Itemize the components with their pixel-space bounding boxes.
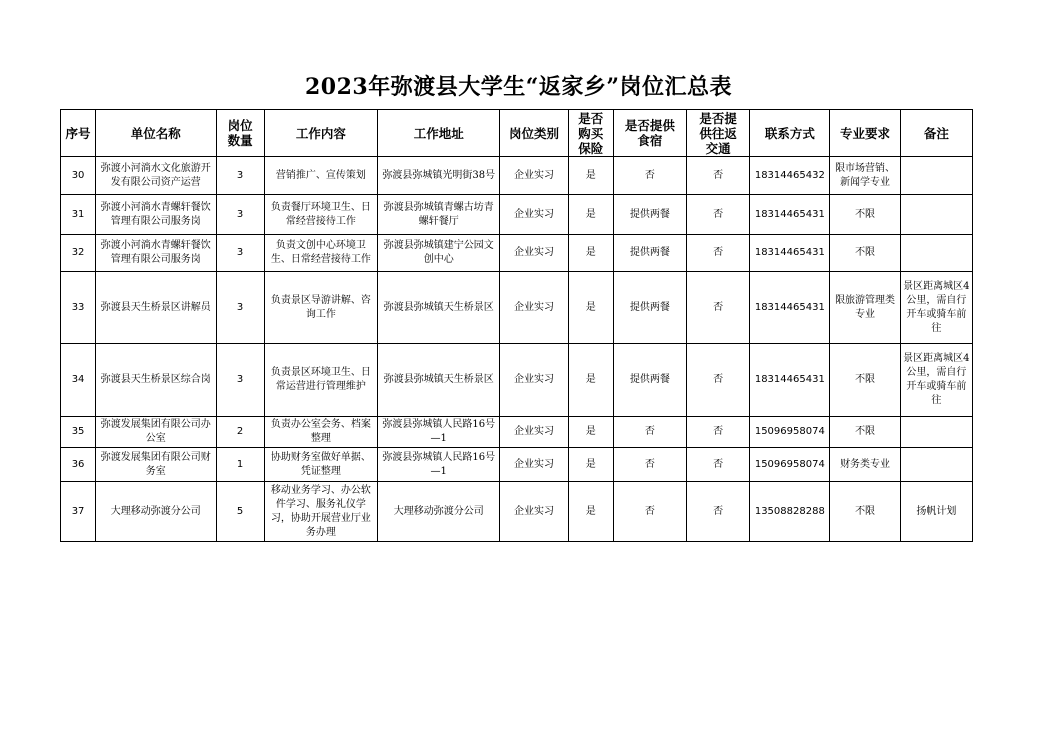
cell-type [500, 482, 568, 542]
cell-unit [96, 195, 216, 235]
cell-text-transport: 否 [713, 208, 724, 220]
cell-text-content: 移动业务学习、办公软件学习、服务礼仪学习，协助开展营业厅业务办理 [270, 484, 371, 538]
cell-phone [750, 344, 830, 417]
table-row [61, 417, 973, 448]
cell-text-address: 弥渡县弥城镇天生桥景区 [383, 301, 494, 313]
cell-type [500, 195, 568, 235]
cell-text-address: 弥渡县弥城镇人民路16号—1 [382, 419, 496, 444]
cell-text-address: 弥渡县弥城镇建宁公园文创中心 [383, 240, 494, 265]
cell-note [900, 272, 972, 344]
cell-phone [750, 195, 830, 235]
cell-count [216, 482, 264, 542]
cell-transport [687, 195, 750, 235]
cell-text-content: 负责文创中心环境卫生、日常经营接待工作 [270, 240, 371, 265]
cell-text-type: 企业实习 [514, 301, 555, 313]
cell-text-content: 协助财务室做好单据、凭证整理 [270, 451, 371, 477]
cell-text-count: 3 [236, 301, 244, 313]
page-title: 2023年弥渡县大学生“返家乡”岗位汇总表 [304, 74, 733, 100]
cell-text-count: 5 [236, 505, 244, 517]
cell-text-type: 企业实习 [514, 169, 555, 181]
header-note: 备注 [900, 110, 972, 157]
header-address: 工作地址 [378, 110, 500, 157]
cell-board [613, 482, 686, 542]
cell-no [61, 344, 96, 417]
cell-major [830, 417, 900, 448]
cell-type [500, 235, 568, 272]
table-row [61, 344, 973, 417]
cell-count [216, 195, 264, 235]
cell-no [61, 272, 96, 344]
cell-text-unit: 弥渡小河淌水青螺轩餐饮管理有限公司服务岗 [100, 240, 211, 265]
cell-board [613, 448, 686, 482]
header-major: 专业要求 [830, 110, 900, 157]
cell-text-board: 提供两餐 [629, 301, 670, 313]
cell-text-content: 负责办公室会务、档案整理 [270, 419, 371, 444]
cell-text-unit: 弥渡县天生桥景区综合岗 [100, 374, 211, 385]
cell-type [500, 417, 568, 448]
cell-text-address: 弥渡县弥城镇光明街38号 [382, 169, 496, 181]
cell-content [264, 417, 377, 448]
cell-text-insurance: 是 [585, 505, 596, 517]
cell-text-insurance: 是 [585, 458, 596, 470]
header-transport: 是否提 供往返 交通 [687, 110, 750, 157]
cell-no [61, 417, 96, 448]
cell-text-type: 企业实习 [514, 247, 555, 258]
cell-text-major: 限市场营销、新闻学专业 [835, 162, 896, 188]
cell-phone [750, 235, 830, 272]
cell-text-phone: 18314465431 [754, 208, 825, 220]
cell-unit [96, 344, 216, 417]
cell-phone [750, 157, 830, 195]
cell-text-content: 负责景区环境卫生、日常运营进行管理维护 [270, 367, 371, 392]
cell-insurance [568, 272, 613, 344]
cell-text-type: 企业实习 [514, 426, 555, 437]
header-row [61, 110, 973, 157]
cell-insurance [568, 157, 613, 195]
cell-text-transport: 否 [713, 374, 724, 385]
cell-text-no: 37 [71, 505, 85, 517]
cell-content [264, 195, 377, 235]
cell-unit [96, 272, 216, 344]
cell-address [378, 235, 500, 272]
cell-text-unit: 弥渡小河淌水青螺轩餐饮管理有限公司服务岗 [100, 201, 211, 227]
cell-text-transport: 否 [713, 301, 724, 313]
cell-address [378, 448, 500, 482]
table-row [61, 448, 973, 482]
cell-type [500, 448, 568, 482]
cell-insurance [568, 482, 613, 542]
cell-text-count: 3 [236, 169, 244, 181]
cell-insurance [568, 235, 613, 272]
header-insurance: 是否 购买 保险 [568, 110, 613, 157]
cell-text-note: 景区距离城区4公里，需自行开车或骑车前往 [903, 353, 970, 406]
cell-board [613, 417, 686, 448]
table-row [61, 157, 973, 195]
cell-note [900, 482, 972, 542]
cell-text-transport: 否 [713, 426, 724, 437]
cell-text-board: 否 [644, 505, 655, 517]
cell-text-count: 3 [236, 247, 244, 258]
cell-text-count: 2 [236, 426, 244, 437]
cell-unit [96, 157, 216, 195]
cell-note [900, 195, 972, 235]
cell-board [613, 344, 686, 417]
cell-text-address: 弥渡县弥城镇人民路16号—1 [382, 451, 496, 477]
table-row [61, 195, 973, 235]
cell-transport [687, 157, 750, 195]
cell-phone [750, 417, 830, 448]
cell-text-major: 财务类专业 [840, 458, 891, 470]
cell-text-phone: 18314465431 [754, 374, 825, 385]
cell-text-major: 不限 [855, 505, 876, 517]
cell-board [613, 157, 686, 195]
cell-type [500, 272, 568, 344]
cell-text-phone: 18314465431 [754, 247, 825, 258]
cell-no [61, 448, 96, 482]
cell-text-insurance: 是 [585, 247, 596, 258]
cell-text-type: 企业实习 [514, 458, 555, 470]
cell-no [61, 195, 96, 235]
cell-major [830, 157, 900, 195]
cell-content [264, 157, 377, 195]
cell-text-no: 35 [71, 426, 85, 437]
table-row [61, 272, 973, 344]
cell-address [378, 344, 500, 417]
cell-phone [750, 482, 830, 542]
cell-transport [687, 448, 750, 482]
cell-no [61, 157, 96, 195]
cell-text-major: 不限 [855, 208, 876, 220]
cell-text-major: 不限 [855, 247, 876, 258]
cell-text-no: 32 [71, 247, 85, 258]
cell-content [264, 235, 377, 272]
header-unit: 单位名称 [96, 110, 216, 157]
cell-unit [96, 235, 216, 272]
header-board: 是否提供 食宿 [613, 110, 686, 157]
cell-no [61, 235, 96, 272]
cell-insurance [568, 195, 613, 235]
cell-count [216, 448, 264, 482]
cell-text-transport: 否 [713, 505, 724, 517]
cell-text-unit: 弥渡发展集团有限公司财务室 [100, 451, 211, 477]
cell-text-board: 提供两餐 [629, 208, 670, 220]
cell-unit [96, 417, 216, 448]
cell-address [378, 157, 500, 195]
cell-text-content: 营销推广、宣传策划 [275, 169, 366, 181]
cell-content [264, 272, 377, 344]
positions-table [60, 109, 973, 542]
cell-text-address: 弥渡县弥城镇天生桥景区 [383, 374, 494, 385]
cell-address [378, 272, 500, 344]
cell-count [216, 235, 264, 272]
cell-note [900, 157, 972, 195]
cell-text-address: 大理移动弥渡分公司 [393, 505, 484, 517]
cell-phone [750, 272, 830, 344]
cell-content [264, 482, 377, 542]
cell-note [900, 417, 972, 448]
cell-text-no: 31 [71, 208, 85, 220]
cell-note [900, 235, 972, 272]
cell-text-unit: 大理移动弥渡分公司 [110, 505, 201, 517]
cell-insurance [568, 448, 613, 482]
cell-transport [687, 272, 750, 344]
cell-text-insurance: 是 [585, 208, 596, 220]
cell-text-count: 1 [236, 458, 244, 470]
cell-transport [687, 235, 750, 272]
cell-text-no: 34 [71, 374, 85, 385]
cell-phone [750, 448, 830, 482]
cell-text-phone: 18314465431 [754, 301, 825, 313]
cell-text-count: 3 [236, 374, 244, 385]
cell-count [216, 272, 264, 344]
cell-text-major: 限旅游管理类专业 [835, 294, 896, 320]
cell-type [500, 344, 568, 417]
cell-text-note: 景区距离城区4公里，需自行开车或骑车前往 [903, 280, 970, 334]
cell-text-no: 30 [71, 169, 85, 181]
cell-text-type: 企业实习 [514, 208, 555, 220]
cell-content [264, 344, 377, 417]
cell-text-transport: 否 [713, 247, 724, 258]
cell-text-board: 否 [644, 169, 655, 181]
cell-text-transport: 否 [713, 169, 724, 181]
cell-text-count: 3 [236, 208, 244, 220]
cell-content [264, 448, 377, 482]
cell-text-board: 提供两餐 [629, 247, 670, 258]
cell-count [216, 344, 264, 417]
cell-no [61, 482, 96, 542]
cell-insurance [568, 344, 613, 417]
cell-text-board: 提供两餐 [629, 374, 670, 385]
cell-board [613, 195, 686, 235]
cell-text-unit: 弥渡发展集团有限公司办公室 [100, 419, 211, 444]
table-row [61, 235, 973, 272]
cell-text-unit: 弥渡小河淌水文化旅游开发有限公司资产运营 [100, 162, 211, 188]
cell-major [830, 235, 900, 272]
cell-transport [687, 344, 750, 417]
cell-text-phone: 15096958074 [754, 458, 825, 470]
header-type: 岗位类别 [500, 110, 568, 157]
cell-text-no: 33 [71, 301, 85, 313]
cell-text-type: 企业实习 [514, 374, 555, 385]
cell-transport [687, 482, 750, 542]
cell-text-type: 企业实习 [514, 505, 555, 517]
table-row [61, 482, 973, 542]
cell-count [216, 417, 264, 448]
table-body [61, 157, 973, 542]
cell-address [378, 195, 500, 235]
cell-text-major: 不限 [855, 374, 876, 385]
cell-text-insurance: 是 [585, 426, 596, 437]
cell-text-address: 弥渡县弥城镇青螺古坊青螺轩餐厅 [383, 201, 494, 227]
cell-address [378, 417, 500, 448]
cell-board [613, 235, 686, 272]
cell-text-no: 36 [71, 458, 85, 470]
cell-note [900, 448, 972, 482]
cell-text-phone: 18314465432 [754, 169, 825, 181]
cell-board [613, 272, 686, 344]
cell-major [830, 195, 900, 235]
cell-text-phone: 13508828288 [754, 505, 825, 517]
header-count: 岗位 数量 [216, 110, 264, 157]
cell-major [830, 482, 900, 542]
cell-transport [687, 417, 750, 448]
header-no: 序号 [61, 110, 96, 157]
cell-insurance [568, 417, 613, 448]
cell-text-insurance: 是 [585, 169, 596, 181]
cell-count [216, 157, 264, 195]
cell-text-board: 否 [644, 458, 655, 470]
cell-address [378, 482, 500, 542]
cell-note [900, 344, 972, 417]
cell-major [830, 344, 900, 417]
cell-text-insurance: 是 [585, 301, 596, 313]
cell-unit [96, 482, 216, 542]
cell-type [500, 157, 568, 195]
cell-text-transport: 否 [713, 458, 724, 470]
cell-text-note: 扬帆计划 [916, 505, 957, 517]
header-phone: 联系方式 [750, 110, 830, 157]
cell-text-unit: 弥渡县天生桥景区讲解员 [100, 301, 211, 313]
cell-text-board: 否 [644, 426, 655, 437]
cell-text-insurance: 是 [585, 374, 596, 385]
cell-unit [96, 448, 216, 482]
cell-text-content: 负责餐厅环境卫生、日常经营接待工作 [270, 201, 371, 227]
cell-text-content: 负责景区导游讲解、咨询工作 [270, 294, 371, 320]
cell-text-phone: 15096958074 [754, 426, 825, 437]
cell-major [830, 448, 900, 482]
header-content: 工作内容 [264, 110, 377, 157]
cell-major [830, 272, 900, 344]
cell-text-major: 不限 [855, 426, 876, 437]
